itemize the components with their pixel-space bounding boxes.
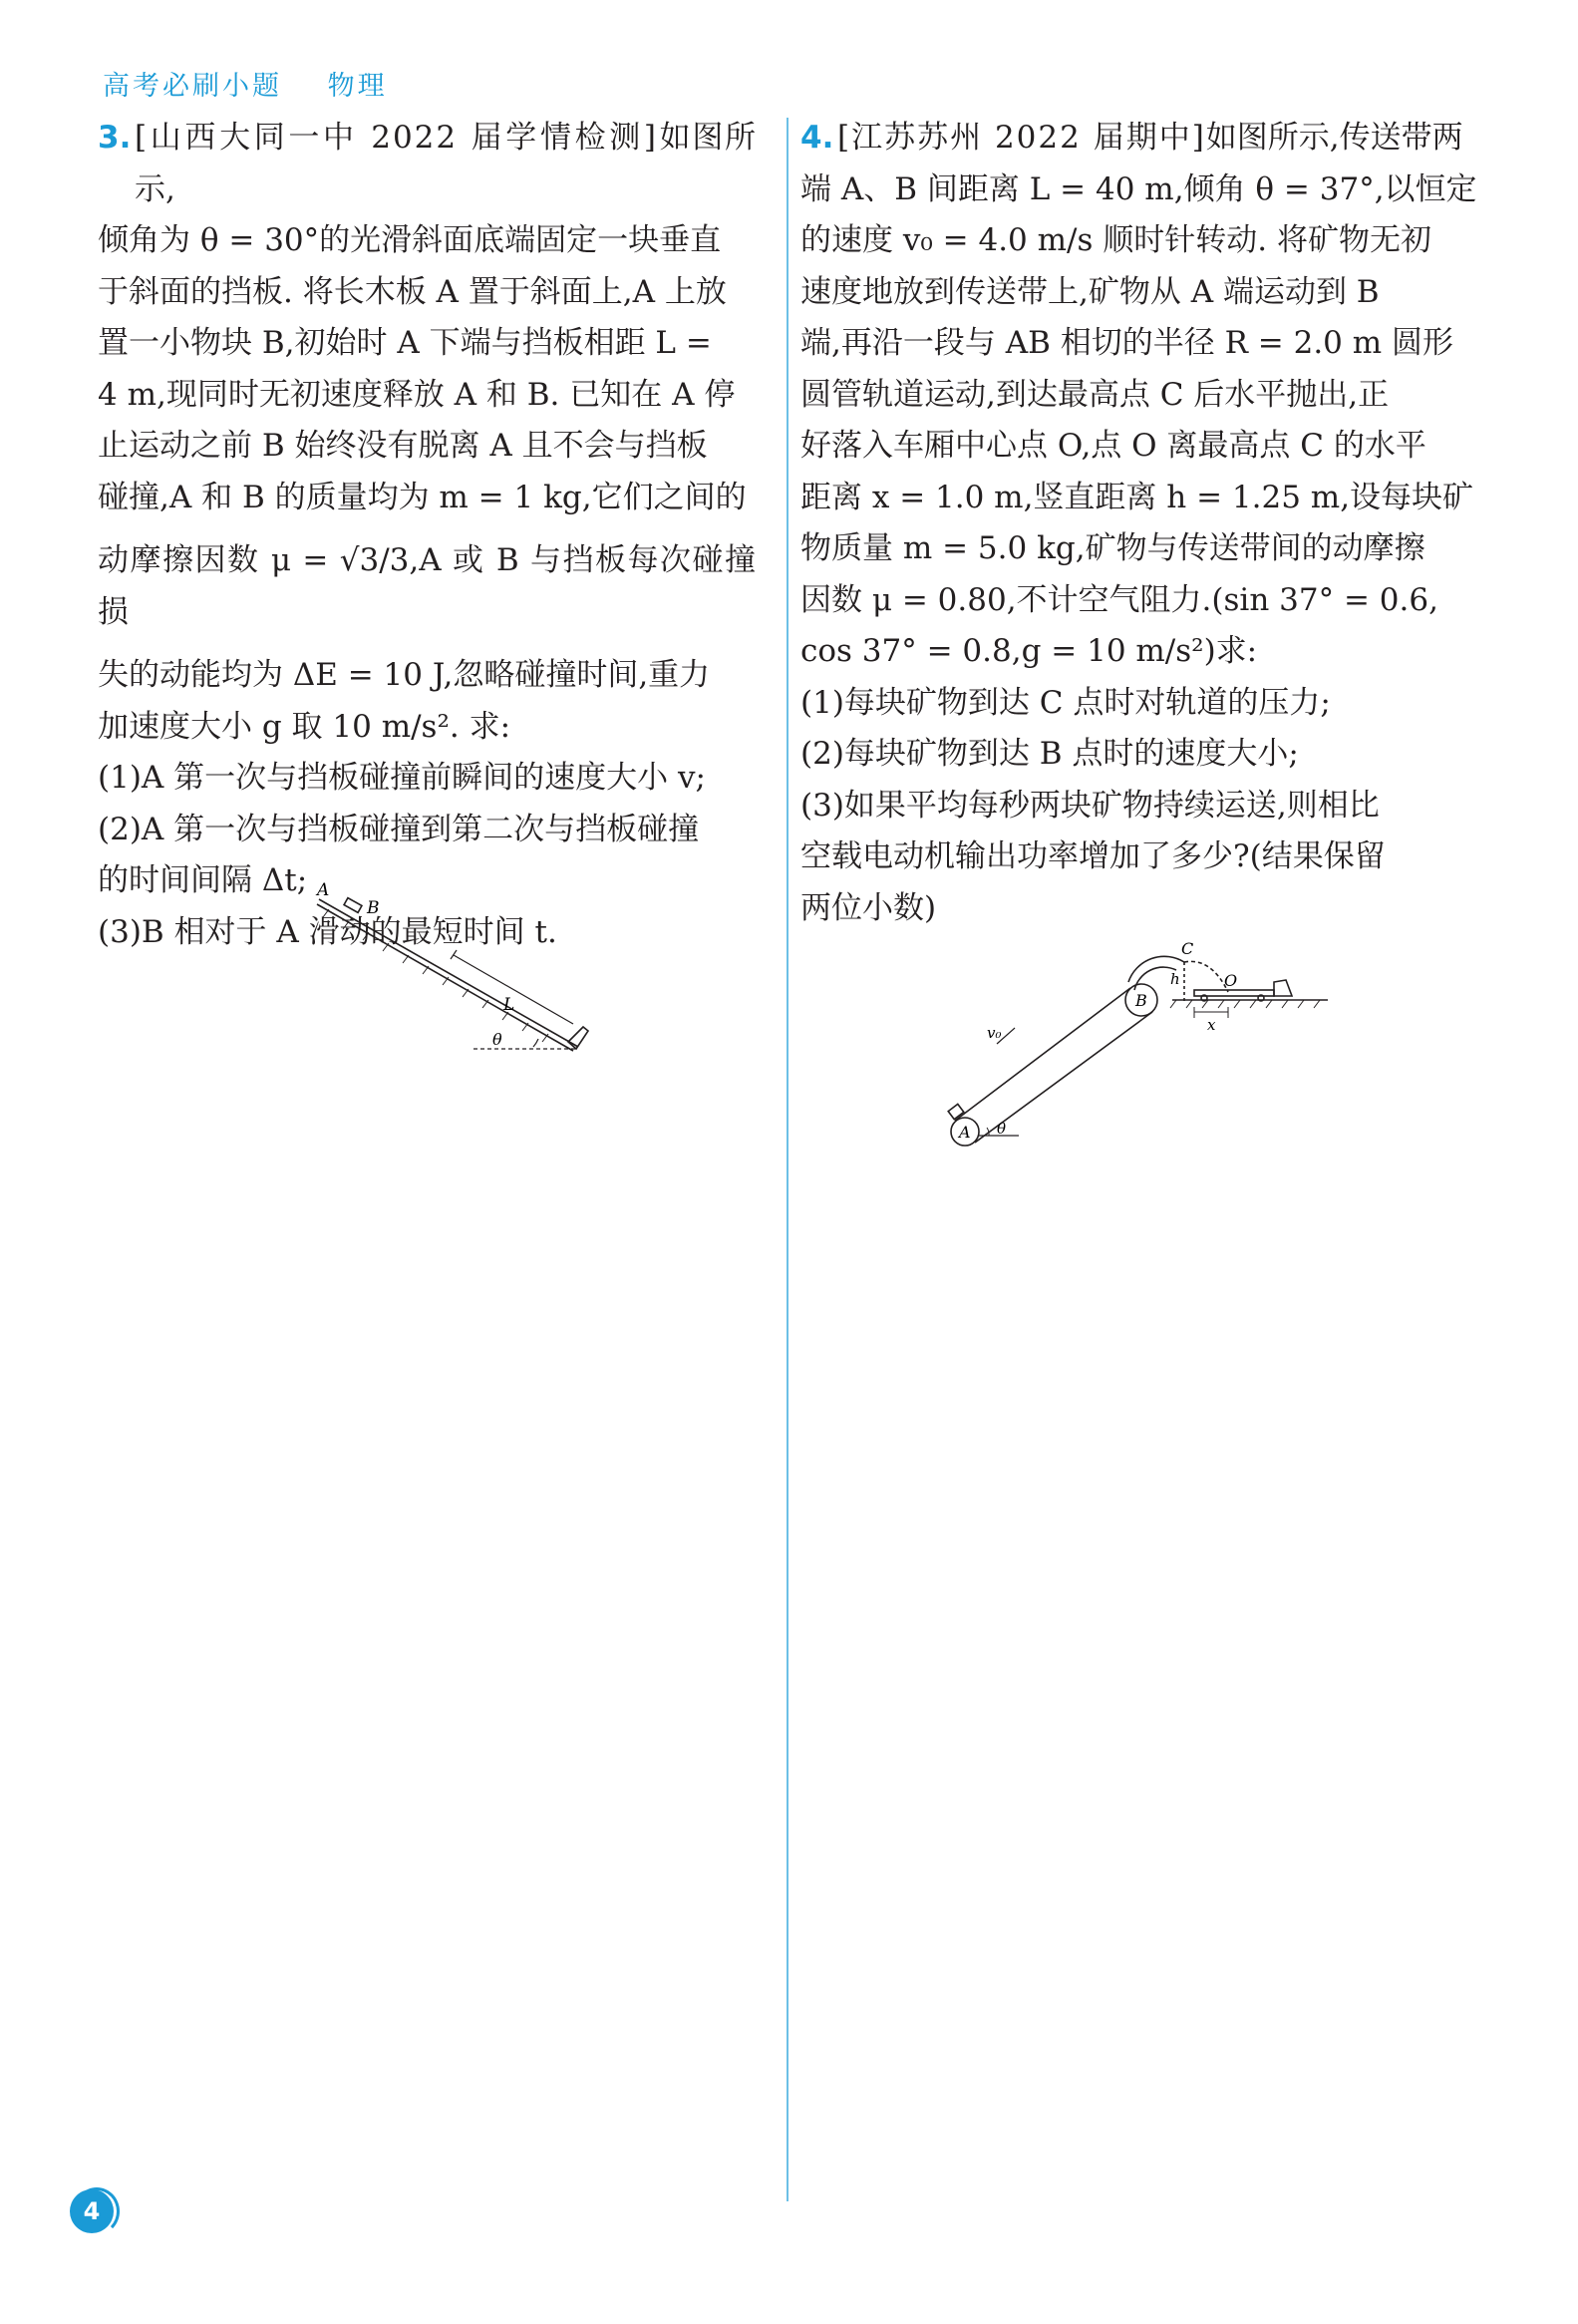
sub-question: 空载电动机输出功率增加了多少?(结果保留 [800,838,1386,874]
cart-cab [1274,980,1292,996]
label-c: C [1181,939,1194,958]
question-line: 速度地放到传送带上,矿物从 A 端运动到 B [800,273,1380,310]
column-divider [787,118,789,2201]
question-line: 好落入车厢中心点 O,点 O 离最高点 C 的水平 [800,428,1426,464]
question-4 [800,113,1484,934]
question-line: 距离 x = 1.0 m,竖直距离 h = 1.25 m,设每块矿 [800,479,1474,515]
question-source: [江苏苏州 2022 届期中] [837,120,1206,156]
question-number: 3. [98,120,132,156]
question-line: 因数 μ = 0.80,不计空气阻力.(sin 37° = 0.6, [800,581,1438,618]
question-line: 止运动之前 B 始终没有脱离 A 且不会与挡板 [98,428,708,464]
question-line: 物质量 m = 5.0 kg,矿物与传送带间的动摩擦 [800,530,1425,566]
label-v0: v₀ [987,1024,1002,1042]
page-number: 4 [70,2189,114,2233]
question-line: 端 A、B 间距离 L = 40 m,倾角 θ = 37°,以恒定 [800,170,1477,207]
question-line: cos 37° = 0.8,g = 10 m/s²)求: [800,633,1258,669]
label-theta: θ [997,1120,1007,1138]
sub-question: 两位小数) [800,889,937,926]
belt-top [955,988,1130,1121]
question-3 [98,113,756,958]
sub-question: 的时间间隔 Δt; [98,862,308,898]
question-line: 碰撞,A 和 B 的质量均为 m = 1 kg,它们之间的 [98,479,747,515]
question-line: 动摩擦因数 μ = √3/3,A 或 B 与挡板每次碰撞损 [98,542,756,630]
book-title: 高考必刷小题 [103,71,282,102]
question-line: 置一小物块 B,初始时 A 下端与挡板相距 L = [98,325,712,361]
label-x: x [1207,1016,1216,1034]
label-a: A [959,1123,971,1142]
page-number-badge [70,2189,120,2239]
conveyor-figure [937,932,1356,1157]
question-line: 倾角为 θ = 30°的光滑斜面底端固定一块垂直 [98,222,722,258]
label-l: L [503,995,515,1015]
label-a: A [317,880,330,900]
baffle [568,1027,588,1049]
question-line: [山西大同一中 2022 届学情检测]如图所示, [135,120,756,207]
incline-surface [319,899,578,1047]
ore-block [948,1104,964,1119]
question-line: 失的动能均为 ΔE = 10 J,忽略碰撞时间,重力 [98,657,711,693]
sub-question: (1)每块矿物到达 C 点时对轨道的压力; [800,684,1331,721]
running-header [103,64,388,103]
sub-question: (3)B 相对于 A 滑动的最短时间 t. [98,913,557,950]
subject-label: 物理 [327,71,388,102]
trajectory [1184,961,1228,992]
question-line: 加速度大小 g 取 10 m/s². 求: [98,708,511,745]
question-line: 于斜面的挡板. 将长木板 A 置于斜面上,A 上放 [98,273,727,310]
label-h: h [1170,970,1180,988]
question-line: 4 m,现同时无初速度释放 A 和 B. 已知在 A 停 [98,376,736,413]
label-theta: θ [492,1030,502,1049]
sub-question: (2)A 第一次与挡板碰撞到第二次与挡板碰撞 [98,811,700,847]
label-b: B [1135,991,1147,1010]
question-line: [江苏苏州 2022 届期中]如图所示,传送带两 [837,120,1463,156]
sub-question: (2)每块矿物到达 B 点时的速度大小; [800,736,1299,772]
block-b [344,898,362,913]
question-number: 4. [800,120,834,156]
question-line: 圆管轨道运动,到达最高点 C 后水平抛出,正 [800,376,1390,413]
incline-figure [299,877,598,1067]
label-o: O [1224,971,1238,990]
sub-question: (3)如果平均每秒两块矿物持续运送,则相比 [800,787,1380,824]
sub-question: (1)A 第一次与挡板碰撞前瞬间的速度大小 v; [98,760,706,796]
label-b: B [367,898,380,918]
question-line: 端,再沿一段与 AB 相切的半径 R = 2.0 m 圆形 [800,325,1454,361]
question-source: [山西大同一中 2022 届学情检测] [135,120,659,156]
question-line: 的速度 v₀ = 4.0 m/s 顺时针转动. 将矿物无初 [800,222,1431,258]
